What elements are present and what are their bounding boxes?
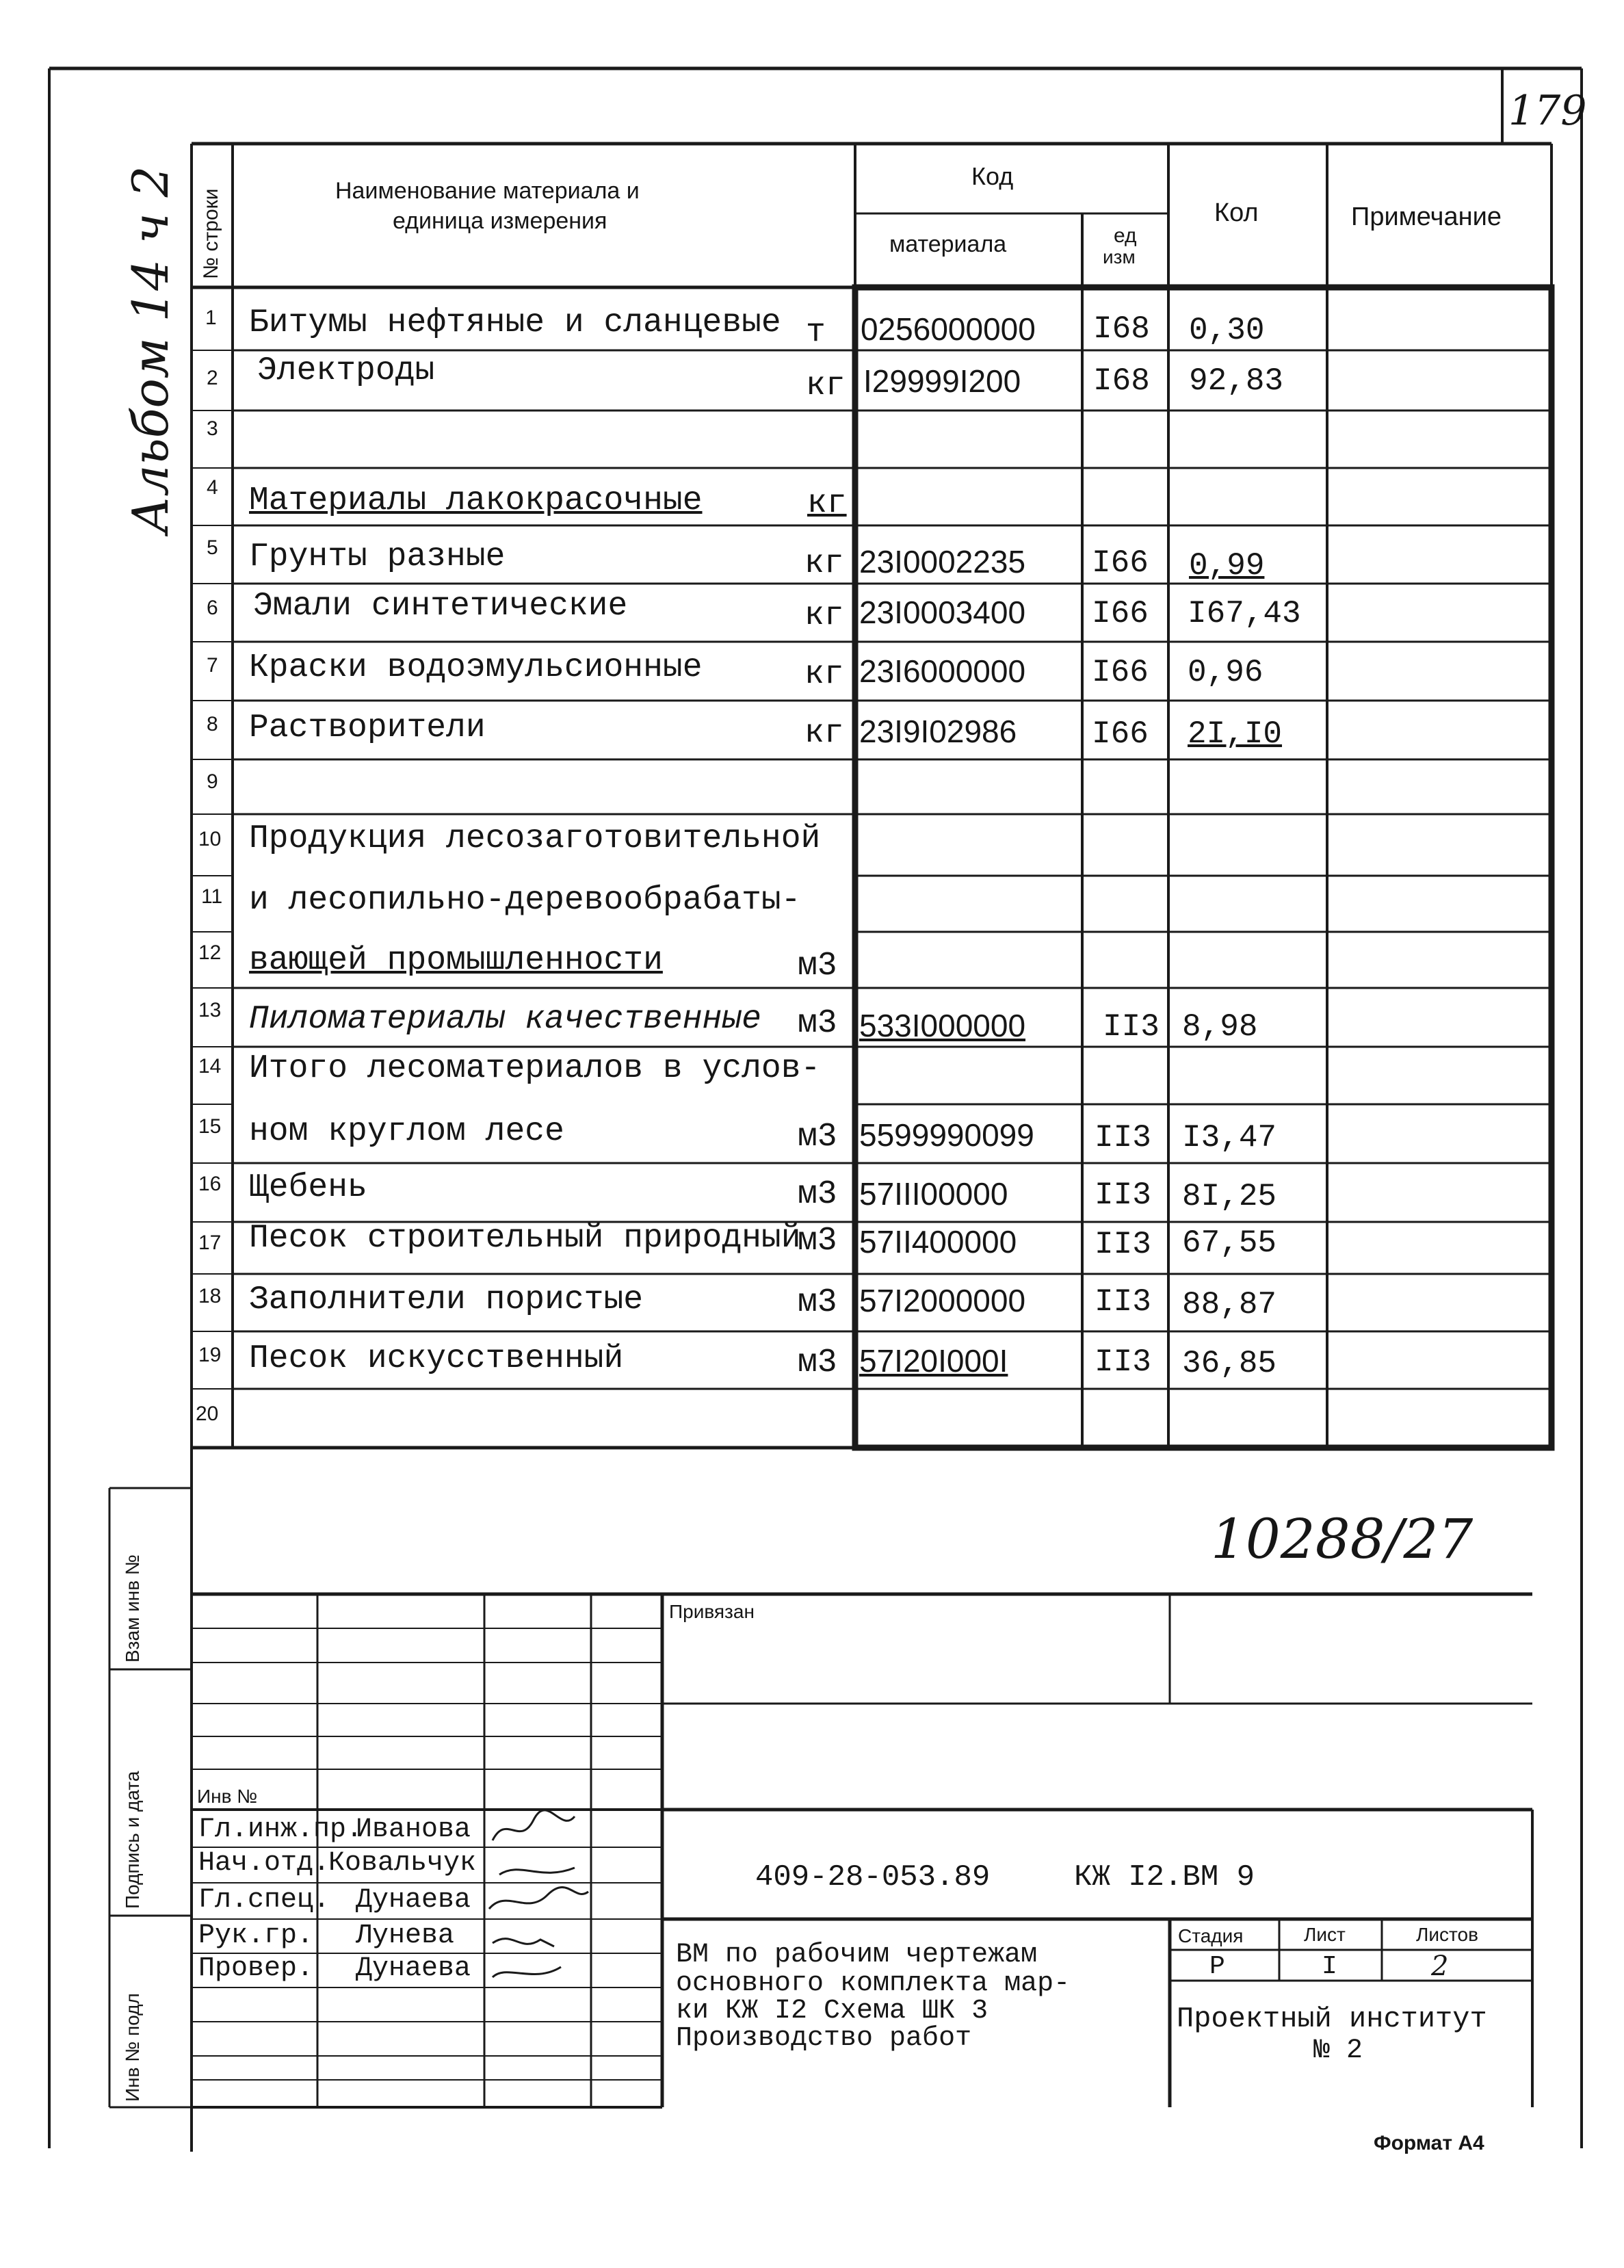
material-name: Заполнители пористые [249, 1281, 644, 1318]
quantity: 36,85 [1182, 1346, 1277, 1381]
organization-line1: Проектный институт [1177, 2003, 1487, 2035]
format-label: Формат А4 [1374, 2132, 1484, 2154]
privyazan-label: Привязан [669, 1601, 755, 1622]
side-label-vzam-inv: Взам инв № [122, 1554, 143, 1663]
person-name: Иванова [356, 1814, 471, 1845]
unit-code: I66 [1092, 716, 1149, 752]
material-unit: кг [806, 367, 846, 404]
stage-label: Стадия [1178, 1925, 1244, 1946]
stage-value: Р [1209, 1952, 1225, 1981]
material-code: 57II400000 [859, 1224, 1017, 1260]
material-name: Краски водоэмульсионные [249, 649, 703, 686]
unit-code: II3 [1103, 1009, 1160, 1045]
header-note: Примечание [1351, 203, 1502, 231]
title-line: ки КЖ I2 Схема ШК 3 [676, 1996, 988, 2026]
unit-code: II3 [1095, 1344, 1151, 1380]
material-name: ном круглом лесе [249, 1113, 564, 1150]
material-name: Растворители [249, 709, 486, 746]
row-number: 6 [207, 597, 218, 619]
material-name: Щебень [249, 1169, 367, 1206]
person-role: Гл.инж.пр. [198, 1814, 363, 1845]
material-name: и лесопильно-деревообрабаты- [249, 882, 801, 919]
person-role: Гл.спец. [198, 1885, 330, 1916]
quantity: 0,30 [1189, 313, 1265, 348]
material-name: Песок строительный природный [249, 1220, 801, 1257]
material-name: Грунты разные [249, 538, 506, 575]
row-number: 1 [205, 307, 217, 329]
person-name: Дунаева [356, 1953, 471, 1984]
unit-code: I66 [1092, 545, 1149, 581]
quantity: I67,43 [1188, 596, 1301, 631]
person-name: Дунаева [356, 1885, 471, 1916]
side-label-podpis-data: Подпись и дата [122, 1771, 143, 1909]
material-unit: м3 [798, 1223, 837, 1260]
document-mark: КЖ I2.ВМ 9 [1074, 1860, 1255, 1894]
handwritten-number: 10288/27 [1211, 1507, 1474, 1571]
material-code: 57I20I000I [859, 1343, 1008, 1379]
row-number: 18 [198, 1285, 222, 1307]
row-number: 4 [207, 476, 218, 499]
material-name: Эмали синтетические [253, 588, 628, 625]
row-number: 14 [198, 1055, 222, 1078]
header-code-unit-1: ед [1114, 224, 1137, 247]
header-name-line1: Наименование материала и [335, 178, 640, 204]
material-name: Итого лесоматериалов в услов- [249, 1050, 821, 1087]
material-unit: м3 [798, 1284, 837, 1321]
material-unit: м3 [798, 1344, 837, 1381]
row-number: 5 [207, 536, 218, 559]
material-name: вающей промышленности [249, 942, 663, 979]
material-unit: кг [804, 545, 844, 582]
row-number: 2 [207, 367, 218, 389]
row-number: 16 [198, 1173, 222, 1195]
material-name: Песок искусственный [249, 1340, 624, 1377]
quantity: 8,98 [1182, 1009, 1258, 1045]
material-code: 23I0002235 [859, 544, 1026, 579]
sheet-label: Лист [1304, 1924, 1346, 1945]
header-qty: Кол [1214, 198, 1259, 227]
quantity: I3,47 [1182, 1120, 1277, 1156]
unit-code: I68 [1093, 311, 1150, 347]
unit-code: I66 [1092, 596, 1149, 631]
material-code: 533I000000 [859, 1008, 1026, 1043]
page-number: 179 [1508, 87, 1587, 135]
header-row-number: № строки [200, 188, 222, 279]
material-code: I29999I200 [863, 363, 1021, 399]
quantity: 67,55 [1182, 1225, 1277, 1261]
header-code: Код [971, 162, 1014, 190]
unit-code: I66 [1092, 655, 1149, 690]
row-number: 10 [198, 828, 222, 850]
organization-line2: № 2 [1313, 2035, 1363, 2066]
quantity: 0,99 [1189, 548, 1265, 584]
unit-code: I68 [1093, 363, 1150, 399]
quantity: 2I,I0 [1188, 716, 1283, 752]
material-code: 0256000000 [861, 311, 1036, 347]
person-name: Ковальчук [328, 1848, 477, 1879]
title-line: Производство работ [676, 2023, 972, 2054]
material-unit: м3 [798, 1176, 837, 1213]
row-number: 11 [201, 885, 223, 908]
header-code-material: материала [889, 231, 1007, 257]
material-unit: кг [804, 656, 844, 693]
quantity: 0,96 [1188, 655, 1263, 690]
sheets-value: 2 [1431, 1951, 1449, 1982]
inv-no-label: Инв № [197, 1786, 258, 1807]
material-name: Пиломатериалы качественные [249, 1001, 761, 1038]
material-unit: кг [807, 485, 847, 522]
unit-code: II3 [1095, 1177, 1151, 1213]
header-name-line2: единица измерения [393, 208, 607, 234]
row-number: 15 [198, 1115, 222, 1138]
material-code: 23I0003400 [859, 595, 1026, 630]
quantity: 8I,25 [1182, 1179, 1277, 1214]
quantity: 88,87 [1182, 1287, 1277, 1322]
side-label-inv-podl: Инв № подл [122, 1993, 143, 2102]
material-name: Материалы лакокрасочные [249, 482, 703, 519]
material-unit: т [806, 314, 826, 351]
person-role: Нач.отд. [198, 1848, 330, 1879]
person-name: Лунева [356, 1920, 455, 1951]
material-name: Битумы нефтяные и сланцевые [249, 304, 781, 341]
header-code-unit-2: изм [1103, 246, 1136, 268]
material-name: Электроды [257, 352, 435, 389]
unit-code: II3 [1095, 1120, 1151, 1156]
material-code: 5599990099 [859, 1117, 1034, 1153]
row-number: 20 [196, 1403, 219, 1425]
row-number: 3 [207, 417, 218, 440]
material-code: 23I6000000 [859, 653, 1026, 689]
material-name: Продукция лесозаготовительной [249, 820, 821, 857]
title-line: ВМ по рабочим чертежам [676, 1940, 1038, 1970]
sheets-label: Листов [1416, 1924, 1478, 1945]
document-code: 409-28-053.89 [755, 1860, 991, 1894]
row-number: 17 [198, 1231, 222, 1254]
material-code: 57I2000000 [859, 1283, 1026, 1318]
material-unit: м3 [798, 1119, 837, 1156]
sheet-value: I [1322, 1952, 1337, 1981]
material-code: 23I9I02986 [859, 714, 1017, 749]
material-unit: кг [804, 597, 844, 634]
person-role: Рук.гр. [198, 1920, 314, 1951]
material-unit: кг [804, 715, 844, 752]
material-code: 57III00000 [859, 1176, 1008, 1212]
unit-code: II3 [1095, 1284, 1151, 1320]
title-line: основного комплекта мар- [676, 1968, 1071, 1999]
row-number: 9 [207, 770, 218, 793]
row-number: 7 [207, 654, 218, 677]
unit-code: II3 [1095, 1227, 1151, 1262]
album-label: Альбом 14 ч 2 [122, 166, 179, 534]
row-number: 12 [198, 941, 222, 964]
signatures-scribble [479, 1806, 670, 1998]
row-number: 13 [198, 999, 222, 1021]
row-number: 8 [207, 713, 218, 735]
row-number: 19 [198, 1344, 222, 1366]
person-role: Провер. [198, 1953, 314, 1984]
material-unit: м3 [798, 1005, 837, 1042]
quantity: 92,83 [1189, 363, 1284, 399]
material-unit: м3 [798, 948, 837, 985]
